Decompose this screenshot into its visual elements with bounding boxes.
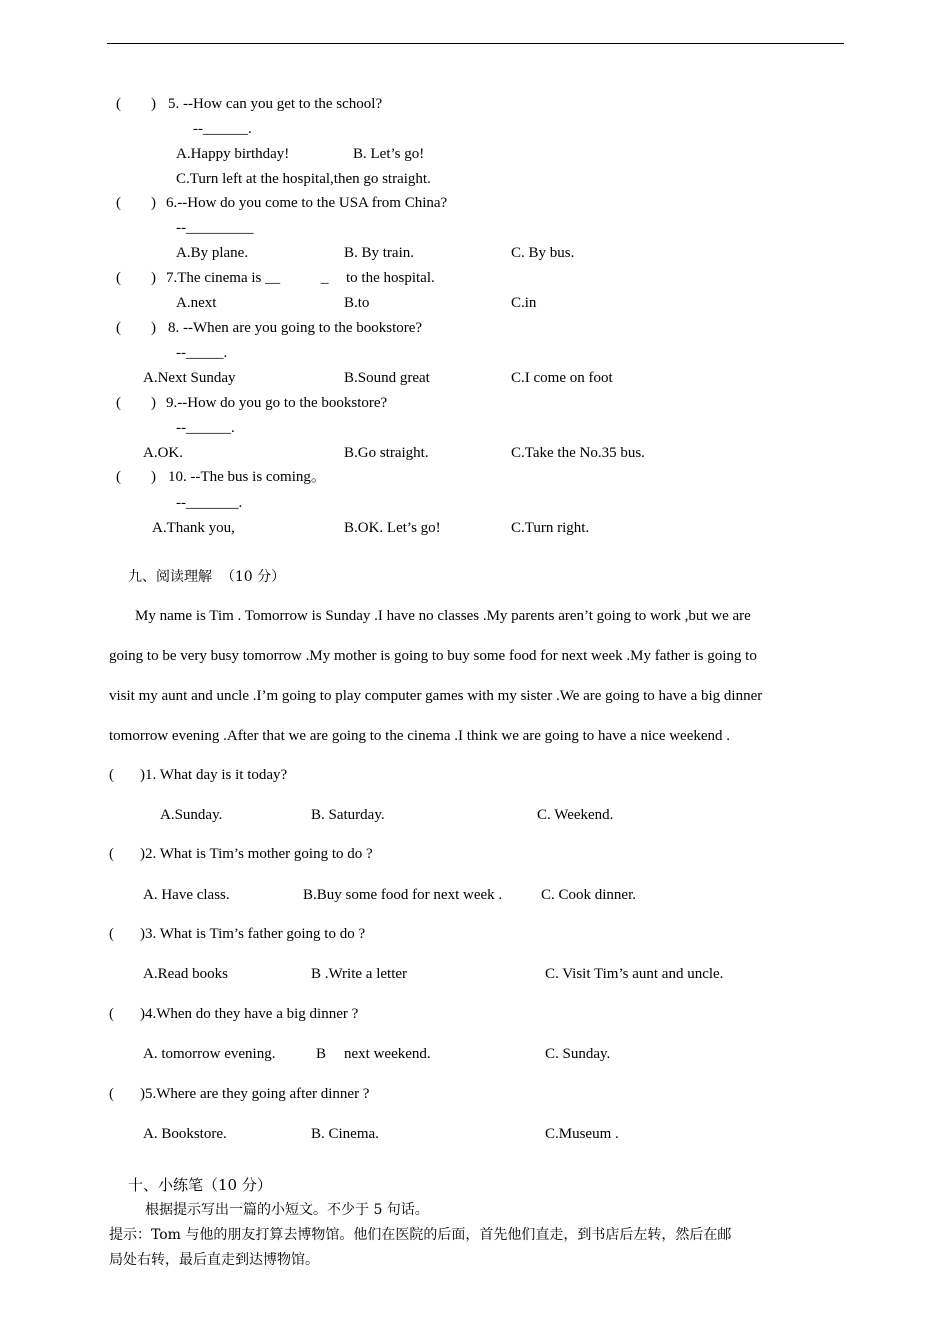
answer-paren-open: ( xyxy=(109,1086,114,1102)
section-10-heading: 十、小练笔（10 分） xyxy=(128,1176,272,1194)
option-b: B. Cinema. xyxy=(311,1126,379,1142)
answer-paren-close: ) xyxy=(151,195,156,211)
option-a: A.Happy birthday! xyxy=(176,146,290,162)
answer-blank: --_____. xyxy=(176,345,228,361)
question-stem: 5. --How can you get to the school? xyxy=(168,96,383,112)
answer-paren-open: ( xyxy=(109,846,114,862)
writing-hint-line: 局处右转，最后直走到达博物馆。 xyxy=(109,1252,319,1268)
option-a: A. tomorrow evening. xyxy=(143,1046,276,1062)
option-b: B .Write a letter xyxy=(311,966,408,982)
option-b-text: next weekend. xyxy=(344,1046,431,1062)
passage-line: visit my aunt and uncle .I’m going to play computer games with my sister .We are going to have a big dinner xyxy=(109,688,763,704)
answer-paren-close: ) xyxy=(151,270,156,286)
answer-paren-close: ) xyxy=(151,395,156,411)
option-c: C. Weekend. xyxy=(537,807,614,823)
question-stem: )4.When do they have a big dinner ? xyxy=(140,1006,359,1022)
answer-paren-open: ( xyxy=(116,395,121,411)
option-c: C.Museum . xyxy=(545,1126,619,1142)
option-c: C.Turn left at the hospital,then go straight. xyxy=(176,171,431,187)
option-c: C.Take the No.35 bus. xyxy=(511,445,645,461)
passage-line: My name is Tim . Tomorrow is Sunday .I have no classes .My parents aren’t going to work ,but we are xyxy=(135,608,751,624)
question-stem: 10. --The bus is coming。 xyxy=(168,469,326,485)
option-a: A. Have class. xyxy=(143,887,230,903)
option-c: C. Sunday. xyxy=(545,1046,611,1062)
question-stem: 9.--How do you go to the bookstore? xyxy=(166,395,388,411)
option-c: C. Visit Tim’s aunt and uncle. xyxy=(545,966,724,982)
answer-paren-open: ( xyxy=(109,1006,114,1022)
option-b: B. Saturday. xyxy=(311,807,385,823)
answer-paren-close: ) xyxy=(151,320,156,336)
question-stem: )1. What day is it today? xyxy=(140,767,288,783)
answer-paren-open: ( xyxy=(109,767,114,783)
option-b: B xyxy=(316,1046,327,1062)
answer-paren-open: ( xyxy=(116,270,121,286)
question-stem: )5.Where are they going after dinner ? xyxy=(140,1086,370,1102)
writing-hint-line: 提示：Tom 与他的朋友打算去博物馆。他们在医院的后面，首先他们直走，到书店后左转，然后在邮 xyxy=(109,1227,732,1243)
question-stem: )3. What is Tim’s father going to do ? xyxy=(140,926,366,942)
option-b: B.Buy some food for next week . xyxy=(303,887,503,903)
option-a: A.Thank you, xyxy=(152,520,235,536)
option-a: A.By plane. xyxy=(176,245,249,261)
option-a: A.Sunday. xyxy=(160,807,223,823)
option-b: B.OK. Let’s go! xyxy=(344,520,441,536)
option-a: A.Read books xyxy=(143,966,228,982)
question-stem: )2. What is Tim’s mother going to do ? xyxy=(140,846,373,862)
option-b: B. Let’s go! xyxy=(353,146,425,162)
option-c: C. By bus. xyxy=(511,245,575,261)
option-c: C. Cook dinner. xyxy=(541,887,637,903)
option-b: B. By train. xyxy=(344,245,414,261)
answer-blank: --______. xyxy=(176,420,235,436)
answer-paren-open: ( xyxy=(116,96,121,112)
answer-paren-open: ( xyxy=(116,195,121,211)
answer-blank: --_________ xyxy=(176,220,254,236)
option-b: B.Sound great xyxy=(344,370,430,386)
header-rule xyxy=(107,43,844,44)
answer-paren-open: ( xyxy=(116,320,121,336)
option-a: A.OK. xyxy=(143,445,183,461)
passage-line: going to be very busy tomorrow .My mother is going to buy some food for next week .My father is going to xyxy=(109,648,757,664)
answer-paren-close: ) xyxy=(151,469,156,485)
question-stem: 8. --When are you going to the bookstore? xyxy=(168,320,423,336)
option-a: A.Next Sunday xyxy=(143,370,236,386)
question-stem: 7.The cinema is __ xyxy=(166,270,281,286)
answer-paren-close: ) xyxy=(151,96,156,112)
passage-line: tomorrow evening .After that we are going to the cinema .I think we are going to have a nice weekend . xyxy=(109,728,731,744)
option-c: C.Turn right. xyxy=(511,520,590,536)
option-a: A.next xyxy=(176,295,217,311)
answer-paren-open: ( xyxy=(116,469,121,485)
answer-paren-open: ( xyxy=(109,926,114,942)
option-a: A. Bookstore. xyxy=(143,1126,227,1142)
option-c: C.I come on foot xyxy=(511,370,613,386)
option-b: B.to xyxy=(344,295,370,311)
question-stem-end: to the hospital. xyxy=(346,270,435,286)
writing-instruction: 根据提示写出一篇的小短文。不少于 5 句话。 xyxy=(145,1202,429,1218)
question-stem: 6.--How do you come to the USA from China? xyxy=(166,195,448,211)
option-b: B.Go straight. xyxy=(344,445,429,461)
question-stem-blank: _ xyxy=(321,270,329,286)
option-c: C.in xyxy=(511,295,537,311)
answer-blank: --______. xyxy=(193,121,252,137)
section-9-heading: 九、阅读理解 （10 分） xyxy=(128,569,286,585)
answer-blank: --_______. xyxy=(176,495,243,511)
